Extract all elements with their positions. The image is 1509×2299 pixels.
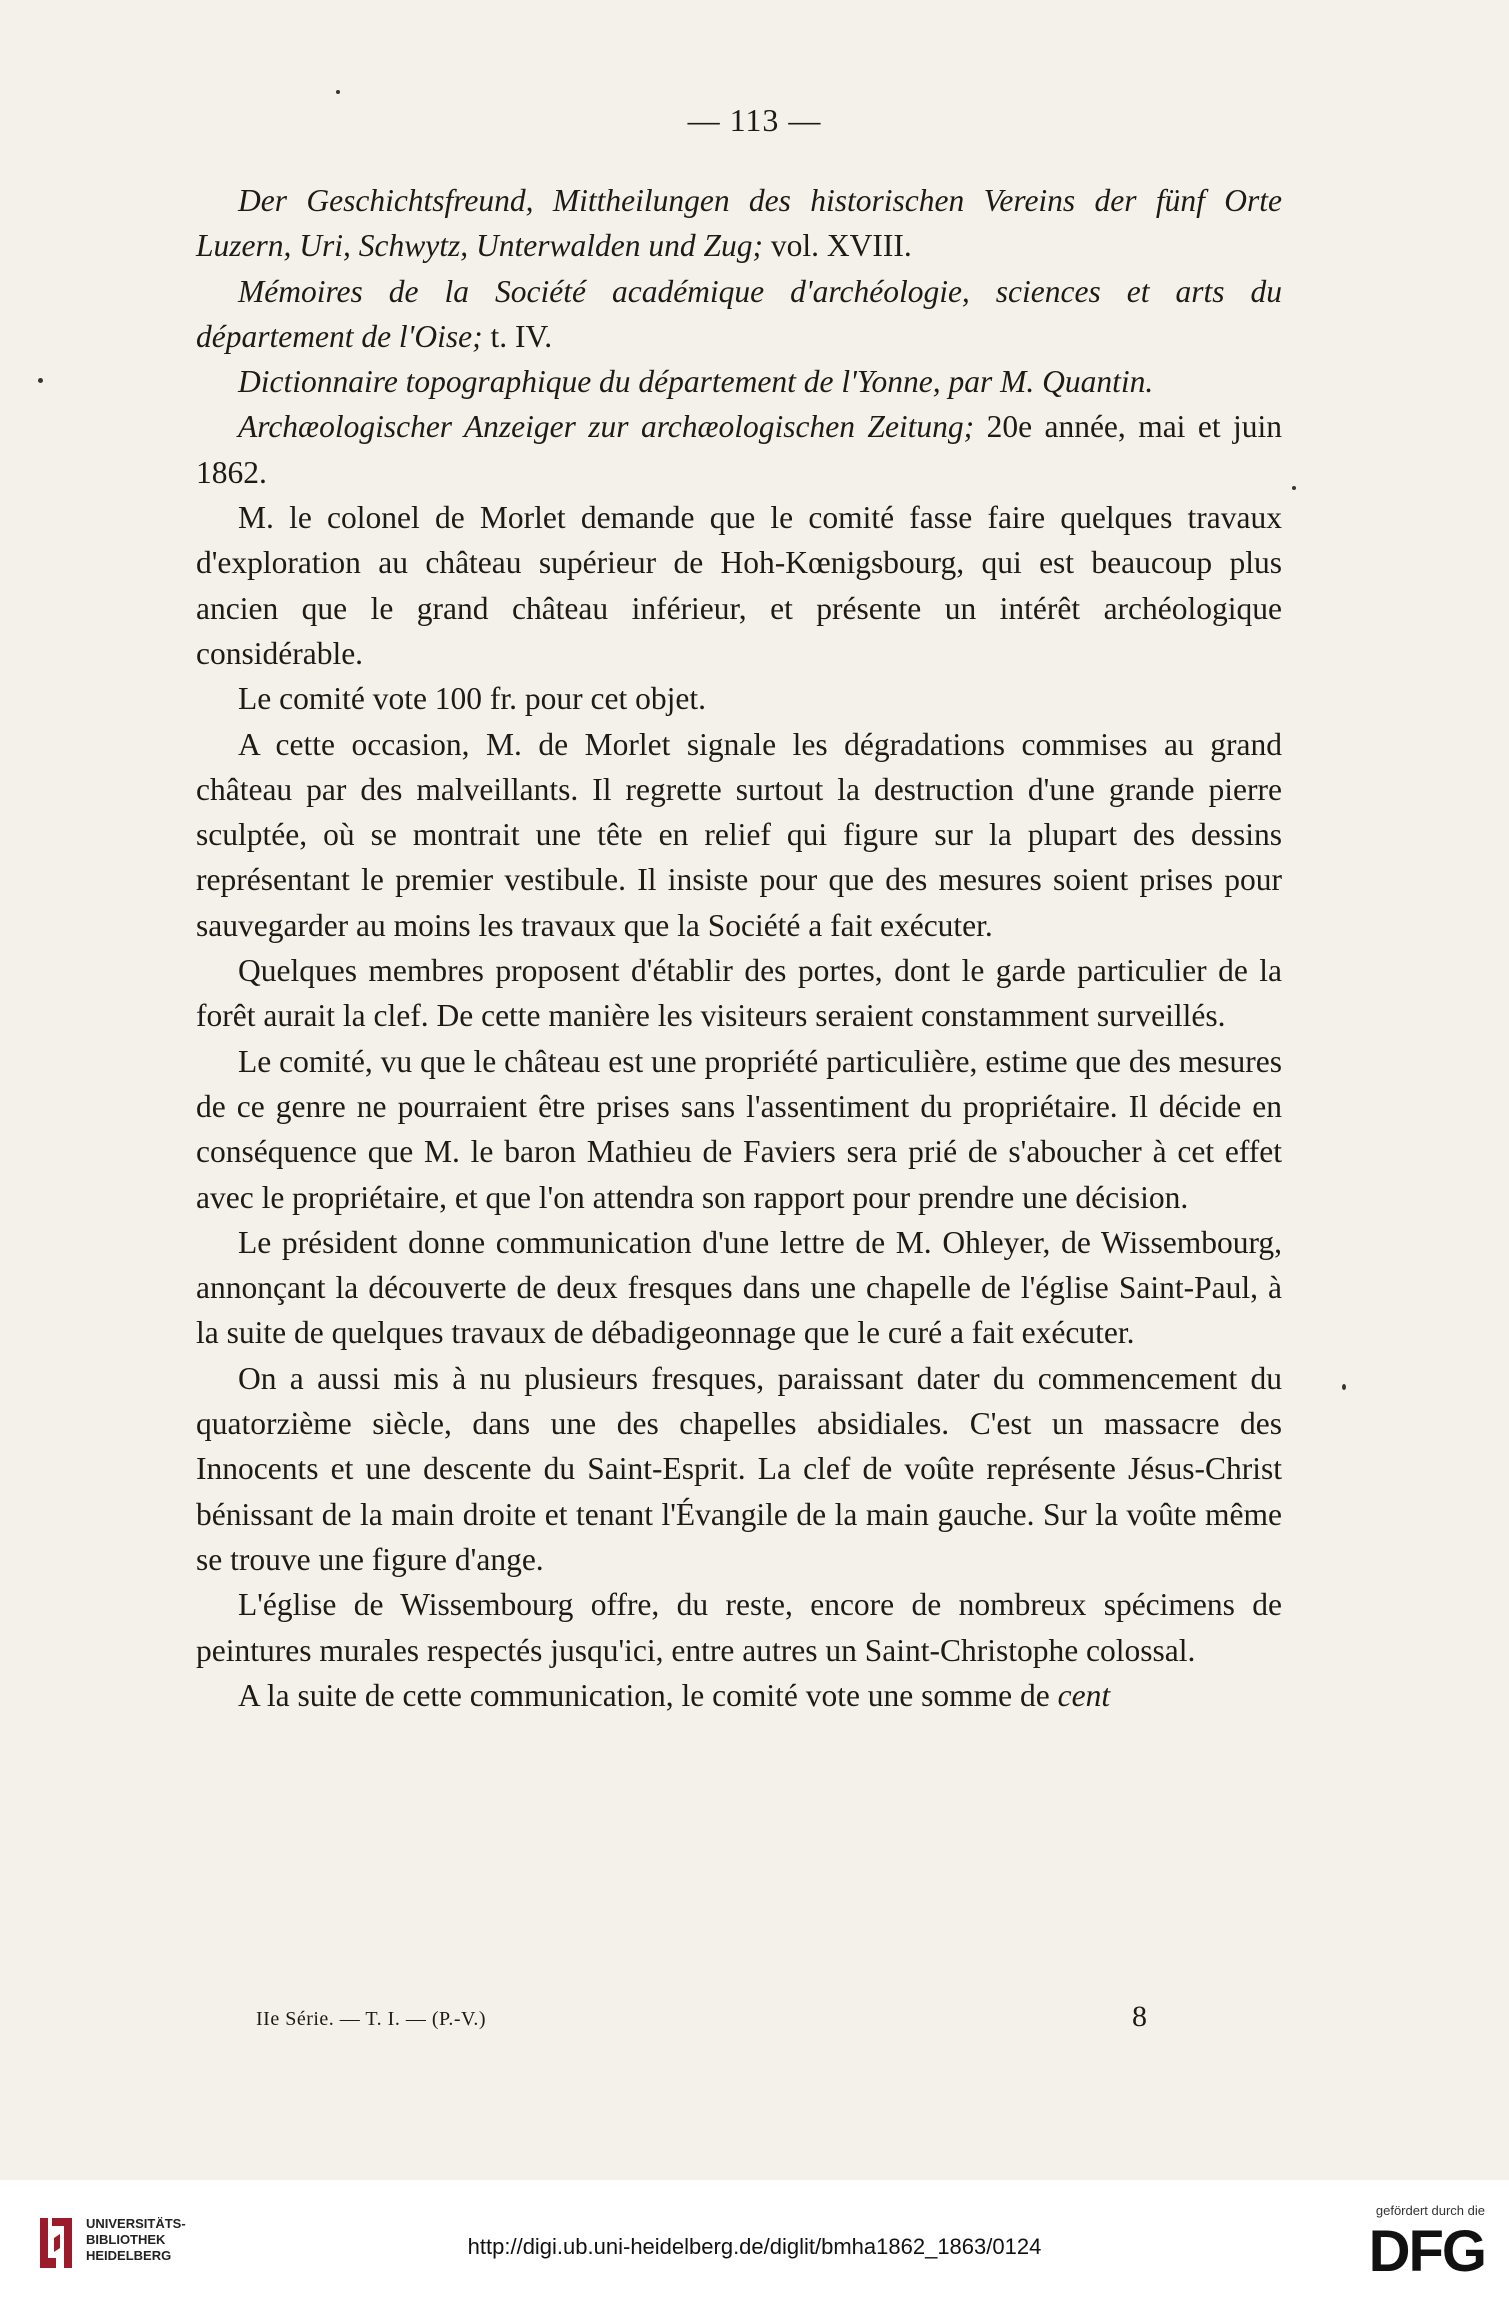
paper-speck: [336, 90, 340, 94]
paragraph-rest: t. IV.: [482, 318, 553, 354]
paragraph: Quelques membres proposent d'établir des portes, dont le garde particulier de la forêt aurait la clef. De cette manière les visiteurs seraient constamment surveillés.: [196, 953, 1282, 1034]
italic-title: Archæologischer Anzeiger zur archæologischen Zeitung;: [238, 409, 975, 445]
footer-signature: 8: [1132, 2000, 1147, 2033]
italic-title: Mémoires de la Société académique d'archéologie, sciences et arts du département de l'Oise;: [196, 273, 1282, 354]
paragraph: [196, 359, 1282, 404]
paper-speck: [1342, 1384, 1346, 1390]
italic-title: Der Geschichtsfreund, Mittheilungen des historischen Vereins der fünf Orte Luzern, Uri, Schwytz, Unterwalden und Zug;: [196, 183, 1282, 264]
paragraph: Le comité vote 100 fr. pour cet objet.: [238, 681, 706, 717]
page-number: — 113 —: [687, 102, 822, 138]
paragraph: On a aussi mis à nu plusieurs fresques, paraissant dater du commencement du quatorzième siècle, dans une des chapelles absidiales. C'est un massacre des Innocents et une descente du Saint-Esprit. La clef de voûte représente Jésus-Christ bénissant de la main droite et tenant l'Évangile de la main gauche. Sur la voûte même se trouve une figure d'ange.: [196, 1360, 1282, 1577]
italic-title: Dictionnaire topographique du département de l'Yonne, par M. Quantin.: [238, 364, 1154, 400]
paragraph-rest: 20e année, mai et juin 1862.: [196, 409, 1282, 490]
footer-series: IIe Série. — T. I. — (P.-V.): [256, 2008, 487, 2030]
paragraph: [196, 404, 1282, 495]
document-url-link[interactable]: http://digi.ub.uni-heidelberg.de/diglit/bmha1862_1863/0124: [467, 2234, 1042, 2259]
funding-caption: gefördert durch die: [1375, 2203, 1485, 2218]
page-body: [196, 178, 1282, 1718]
paragraph: M. le colonel de Morlet demande que le comité fasse faire quelques travaux d'exploration au château supérieur de Hoh-Kœnigsbourg, qui est beaucoup plus ancien que le grand château inférieur, et présente un intérêt archéologique considérable.: [196, 500, 1282, 671]
paragraph: L'église de Wissembourg offre, du reste, encore de nombreux spécimens de peintures murales respectés jusqu'ici, entre autres un Saint-Christophe colossal.: [196, 1587, 1282, 1668]
paragraph-text: A la suite de cette communication, le comité vote une somme de: [238, 1677, 1050, 1713]
library-line: HEIDELBERG: [86, 2248, 172, 2263]
paragraph: A cette occasion, M. de Morlet signale les dégradations commises au grand château par des malveillants. Il regrette surtout la destruction d'une grande pierre sculptée, où se montrait une tête en relief qui figure sur la plupart des dessins représentant le premier vestibule. Il insiste pour que des mesures soient prises pour sauvegarder au moins les travaux que la Société a fait exécuter.: [196, 726, 1282, 943]
paper-speck: [38, 378, 43, 383]
italic-word: cent: [1049, 1677, 1111, 1713]
paragraph: [196, 269, 1282, 360]
library-line: BIBLIOTHEK: [86, 2232, 166, 2247]
paragraph: Le comité, vu que le château est une propriété particulière, estime que des mesures de ce genre ne pourraient être prises sans l'assentiment du propriétaire. Il décide en conséquence que M. le baron Mathieu de Faviers sera prié de s'aboucher à cet effet avec le propriétaire, et que l'on attendra son rapport pour prendre une décision.: [196, 1043, 1282, 1215]
library-line: UNIVERSITÄTS-: [86, 2216, 186, 2231]
dfg-logo: DFG: [1368, 2219, 1485, 2284]
paragraph: Le président donne communication d'une lettre de M. Ohleyer, de Wissembourg, annonçant la découverte de deux fresques dans une chapelle de l'église Saint-Paul, à la suite de quelques travaux de débadigeonnage que le curé a fait exécuter.: [196, 1224, 1282, 1351]
paper-speck: [1292, 486, 1296, 490]
paragraph-rest: vol. XVIII.: [763, 228, 912, 264]
paragraph: [196, 178, 1282, 269]
paragraph: [196, 1673, 1282, 1718]
